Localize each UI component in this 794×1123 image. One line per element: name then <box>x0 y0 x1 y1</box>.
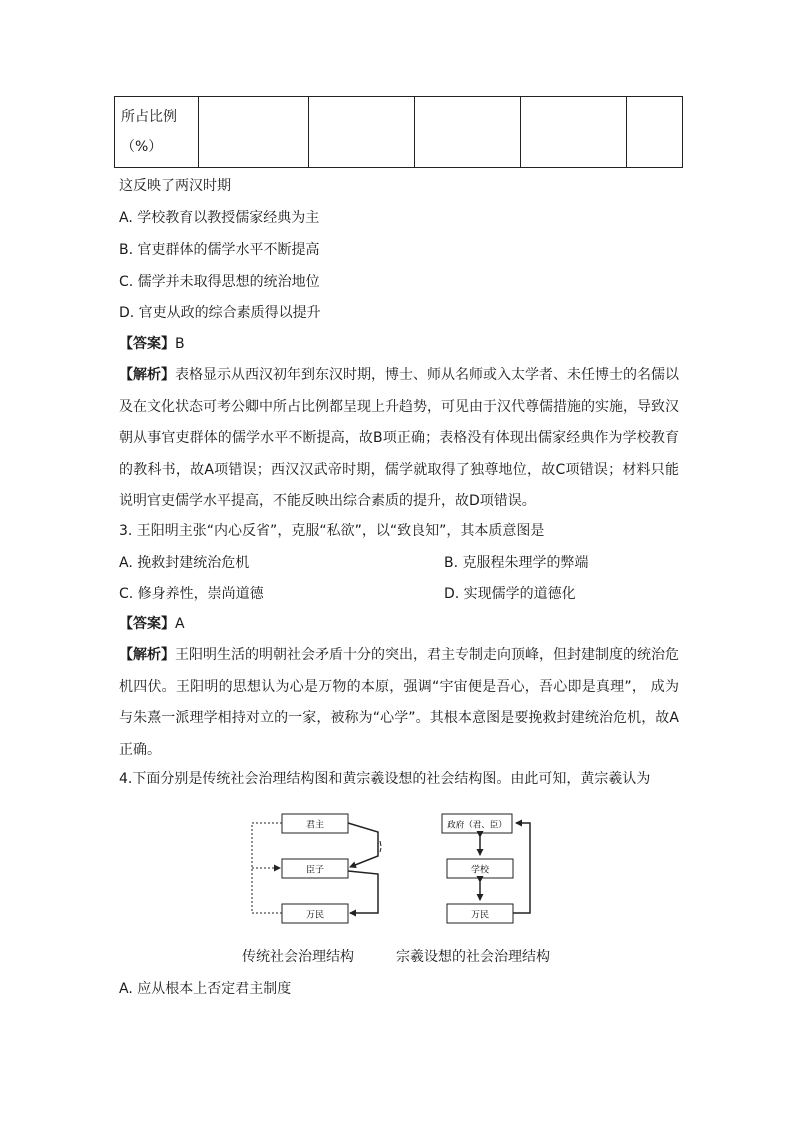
caption-traditional: 传统社会治理结构 <box>242 949 354 965</box>
q4-stem: 4.下面分别是传统社会治理结构图和黄宗羲设想的社会结构图。由此可知，黄宗羲认为 <box>119 771 651 787</box>
arrow-people-to-government <box>513 823 530 913</box>
huang-zongxi-structure-diagram <box>442 814 530 923</box>
diagram-label-people: 万民 <box>305 910 325 921</box>
analysis-tag: 【解析】 <box>119 367 175 383</box>
answer-tag: 【答案】 <box>119 616 175 632</box>
line-mark <box>380 841 381 852</box>
q2-option-a: A. 学校教育以教授儒家经典为主 <box>119 210 320 226</box>
diagram-label-ruler: 君主 <box>305 820 325 831</box>
arrow-ministers-to-people <box>348 871 378 913</box>
row-label: 所占比例 <box>121 109 177 125</box>
diagram-label-school: 学校 <box>470 865 490 876</box>
q2-stem-tail: 这反映了两汉时期 <box>119 178 231 194</box>
q2-option-b: B. 官吏群体的儒学水平不断提高 <box>119 242 320 258</box>
q3-option-c: C. 修身养性，崇尚道德 <box>119 586 264 602</box>
answer-tag: 【答案】 <box>119 336 175 352</box>
diagram-label-ministers: 臣子 <box>305 865 325 876</box>
analysis-tag: 【解析】 <box>119 647 175 663</box>
q2-option-c: C. 儒学并未取得思想的统治地位 <box>119 274 320 290</box>
table-cell <box>521 97 627 168</box>
q2-option-d: D. 官吏从政的综合素质得以提升 <box>119 305 321 321</box>
caption-huang-zongxi: 宗羲设想的社会治理结构 <box>396 949 550 965</box>
q4-option-a: A. 应从根本上否定君主制度 <box>119 981 292 997</box>
q2-analysis <box>119 360 679 518</box>
table-row <box>115 97 683 168</box>
table-cell <box>309 97 415 168</box>
data-table <box>114 96 683 168</box>
table-row-header <box>115 97 199 168</box>
diagram-label-people: 万民 <box>470 910 490 921</box>
answer-value: A <box>175 616 185 632</box>
q3-answer <box>119 614 185 634</box>
table-cell <box>415 97 521 168</box>
q3-analysis <box>119 640 679 766</box>
analysis-text: 表格显示从西汉初年到东汉时期，博士、师从名师或入太学者、未任博士的名儒以及在文化状态可考公卿中所占比例都呈现上升趋势，可见由于汉代尊儒措施的实施，导致汉朝从事官吏群体的儒学水平不断提高，故B项正确；表格没有体现出儒家经典作为学校教育的教科书，故A项错误；西汉汉武帝时期，儒学就取得了独尊地位，故C项错误；材料只能说明官吏儒学水平提高，不能反映出综合素质的提升，故D项错误。 <box>119 367 679 509</box>
answer-value: B <box>175 336 185 352</box>
diagram-label-government: 政府（君、臣） <box>447 820 507 831</box>
q3-stem: 3. 王阳明主张“内心反省”，克服“私欲”，以“致良知”，其本质意图是 <box>119 523 545 539</box>
table-cell <box>199 97 309 168</box>
arrow-ruler-to-ministers <box>348 823 378 867</box>
row-label-unit: （%） <box>121 139 163 155</box>
q2-answer <box>119 334 185 354</box>
table-cell <box>627 97 683 168</box>
q3-option-b: B. 克服程朱理学的弊端 <box>444 555 589 571</box>
q3-option-d: D. 实现儒学的道德化 <box>444 586 576 602</box>
traditional-structure-diagram <box>252 814 381 923</box>
q3-option-a: A. 挽救封建统治危机 <box>119 555 250 571</box>
structure-diagrams <box>244 808 534 930</box>
analysis-text: 王阳明生活的明朝社会矛盾十分的突出，君主专制走向顶峰，但封建制度的统治危机四伏。王阳明的思想认为心是万物的本原，强调“宇宙便是吾心，吾心即是真理”， 成为与朱熹一派理学相持对立的一家，被称为“心学”。其根本意图是要挽救封建统治危机，故A正确。 <box>119 647 679 758</box>
